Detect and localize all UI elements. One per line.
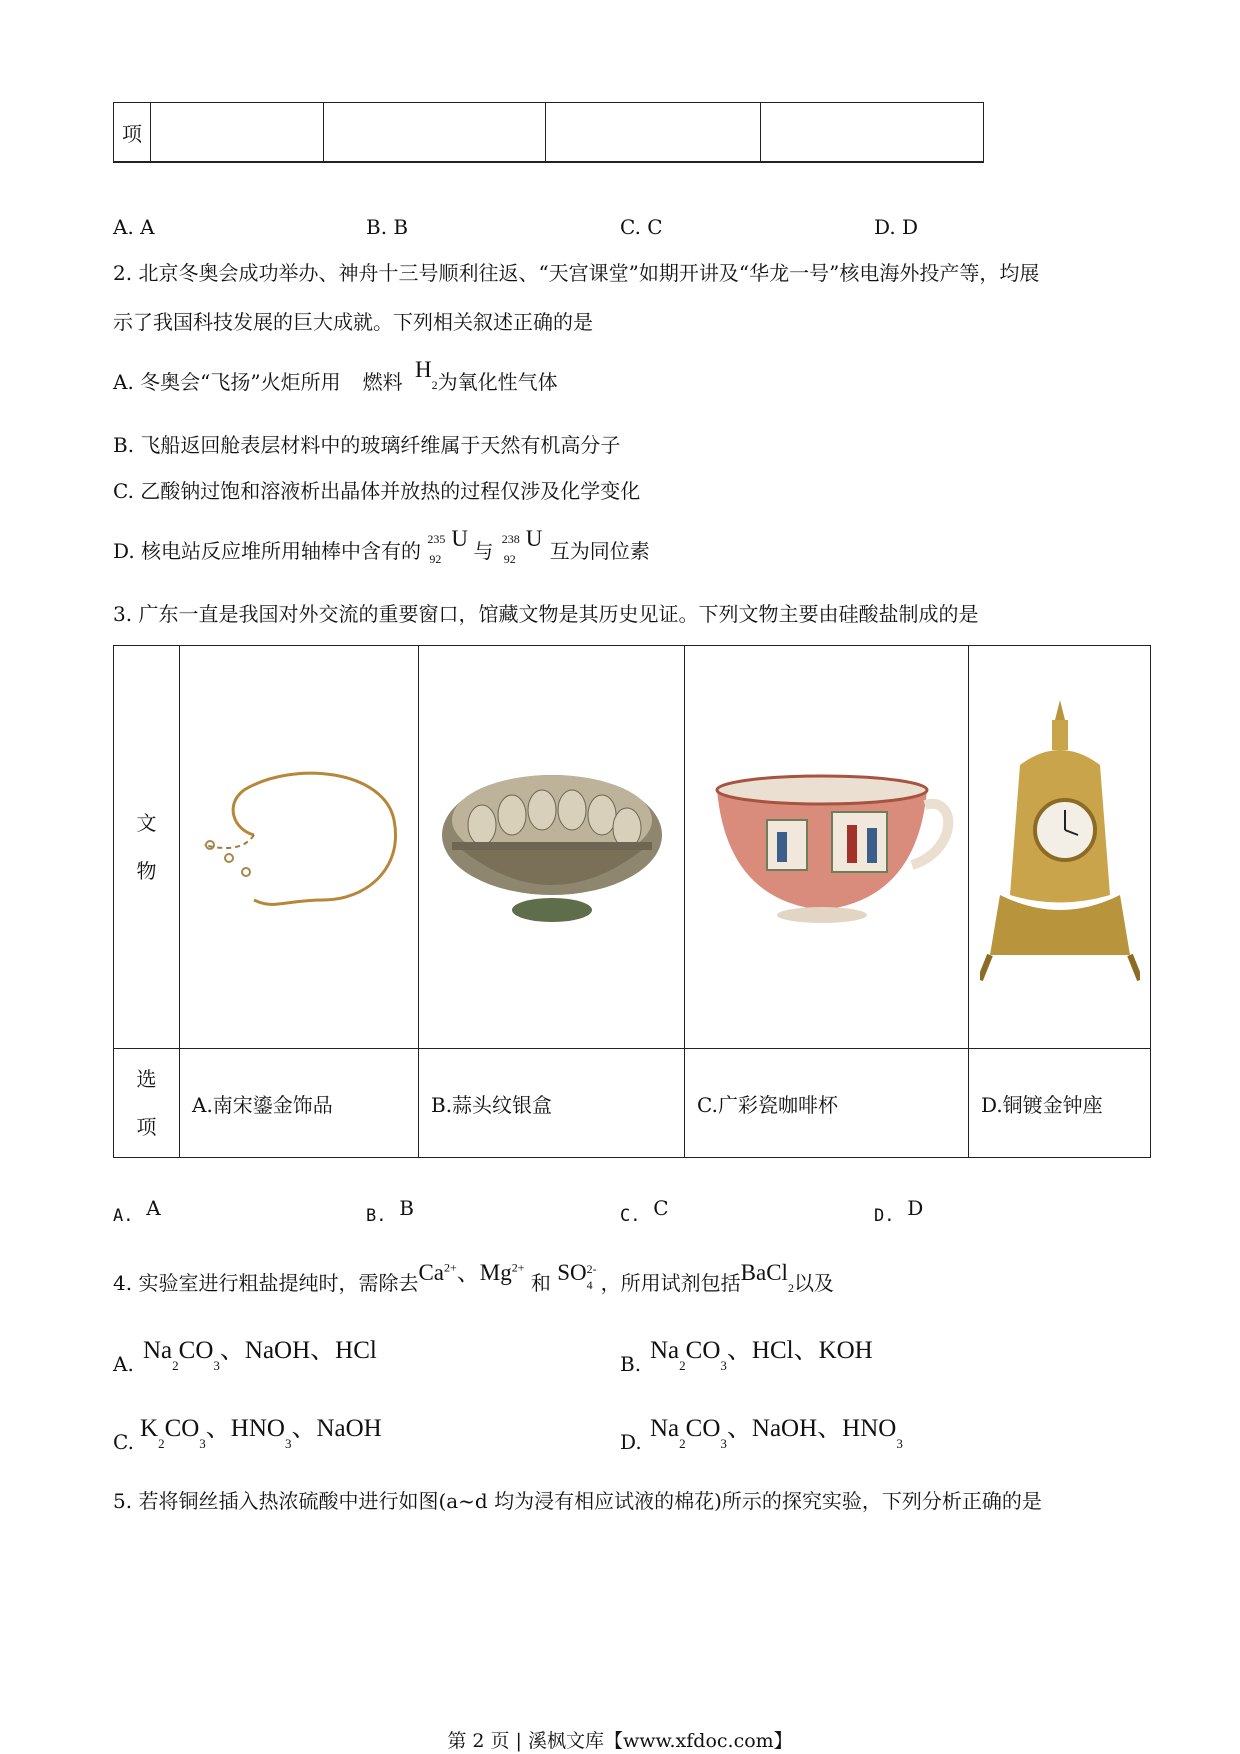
reagent-bacl2: BaCl$_2$ bbox=[740, 1260, 794, 1295]
page-footer: 第 2 页 | 溪枫文库【www.xfdoc.com】 bbox=[447, 1730, 793, 1752]
q1-option-b[interactable]: B. B bbox=[366, 215, 409, 239]
table-cell bbox=[546, 103, 761, 163]
table-cell bbox=[151, 103, 324, 163]
q4-option-a-formula: $Na_2CO_3$、NaOH、HCl bbox=[143, 1337, 377, 1373]
artifact-cell-a bbox=[180, 646, 419, 1049]
q2-h2-formula: $H_2$ bbox=[414, 357, 438, 392]
ion-calcium: $Ca^{2+}$ bbox=[418, 1260, 457, 1285]
q2-option-d-post: 互为同位素 bbox=[549, 539, 650, 563]
q2-stem-line1: 2. 北京冬奥会成功举办、神舟十三号顺利往返、“天宫课堂”如期开讲及“华龙一号”核电海外投产等，均展 bbox=[113, 261, 1040, 285]
q2-option-d-mid: 与 bbox=[473, 539, 494, 563]
q2-stem-line2: 示了我国科技发展的巨大成就。下列相关叙述正确的是 bbox=[113, 310, 593, 334]
q4-option-d[interactable]: D. bbox=[620, 1430, 642, 1454]
silver-box-image bbox=[432, 750, 672, 940]
q4-option-d-formula: $Na_2CO_3$、NaOH、$HNO_3$ bbox=[650, 1415, 903, 1451]
q2-option-c[interactable]: C. 乙酸钠过饱和溶液析出晶体并放热的过程仅涉及化学变化 bbox=[113, 479, 641, 503]
options-row-header: 选 项 bbox=[114, 1049, 180, 1158]
artifact-row-header: 文 物 bbox=[114, 646, 180, 1049]
q3-option-d[interactable]: D.铜镀金钟座 bbox=[969, 1049, 1151, 1158]
q3-artifacts-table bbox=[113, 645, 1151, 1158]
q3-answer-b[interactable]: B. B bbox=[366, 1196, 414, 1226]
q4-option-c[interactable]: C. bbox=[113, 1430, 134, 1454]
q1-options-table bbox=[113, 102, 984, 163]
q3-answer-d[interactable]: D. D bbox=[874, 1196, 924, 1226]
q1-option-d[interactable]: D. D bbox=[874, 215, 919, 239]
table-cell bbox=[761, 103, 984, 163]
q2-isotope-u235: 235 92 U bbox=[427, 525, 469, 566]
q2-option-a-post: 为氧化性气体 bbox=[437, 370, 558, 394]
q2-option-a-pre: A. 冬奥会“飞扬”火炬所用 bbox=[113, 370, 341, 394]
q4-stem: 4. 实验室进行粗盐提纯时，需除去$Ca^{2+}$、$Mg^{2+}$ 和 SO 2- 4 ，所用试剂包括BaCl$_2$以及 bbox=[113, 1260, 834, 1295]
gilded-necklace-image bbox=[184, 750, 414, 940]
q5-stem: 5. 若将铜丝插入热浓硫酸中进行如图(a~d 均为浸有相应试液的棉花)所示的探究实验，下列分析正确的是 bbox=[113, 1489, 1042, 1513]
table-header-cell: 项 bbox=[114, 103, 151, 163]
q2-option-d-pre: D. 核电站反应堆所用轴棒中含有的 bbox=[113, 539, 422, 563]
q4-option-b[interactable]: B. bbox=[620, 1352, 642, 1376]
q2-option-b[interactable]: B. 飞船返回舱表层材料中的玻璃纤维属于天然有机高分子 bbox=[113, 433, 621, 457]
artifact-cell-d bbox=[969, 646, 1151, 1049]
q2-option-a-mid: 燃料 bbox=[362, 370, 403, 394]
q2-isotope-u238: 238 92 U bbox=[501, 525, 543, 566]
q4-option-b-formula: $Na_2CO_3$、HCl、KOH bbox=[650, 1337, 873, 1373]
q3-stem: 3. 广东一直是我国对外交流的重要窗口，馆藏文物是其历史见证。下列文物主要由硅酸盐制成的是 bbox=[113, 602, 979, 626]
q1-option-a[interactable]: A. A bbox=[113, 215, 155, 239]
q2-option-a[interactable] bbox=[113, 357, 558, 396]
table-cell bbox=[324, 103, 546, 163]
q2-option-d[interactable] bbox=[113, 525, 650, 567]
q4-option-a[interactable]: A. bbox=[113, 1352, 134, 1376]
porcelain-cup-image bbox=[697, 750, 957, 940]
q3-answer-c[interactable]: C. C bbox=[620, 1196, 669, 1226]
q3-option-a[interactable]: A.南宋鎏金饰品 bbox=[180, 1049, 419, 1158]
artifact-cell-b bbox=[419, 646, 685, 1049]
q3-option-b[interactable]: B.蒜头纹银盒 bbox=[419, 1049, 685, 1158]
q1-option-c[interactable]: C. C bbox=[620, 215, 663, 239]
q3-option-c[interactable]: C.广彩瓷咖啡杯 bbox=[685, 1049, 969, 1158]
ion-magnesium: $Mg^{2+}$ bbox=[479, 1260, 525, 1285]
q4-option-c-formula: $K_2CO_3$、$HNO_3$、NaOH bbox=[140, 1415, 382, 1451]
ion-sulfate: SO 2- 4 bbox=[557, 1260, 597, 1292]
q3-answer-a[interactable]: A. A bbox=[113, 1196, 161, 1226]
artifact-cell-c bbox=[685, 646, 969, 1049]
gilt-clock-image bbox=[980, 695, 1140, 995]
